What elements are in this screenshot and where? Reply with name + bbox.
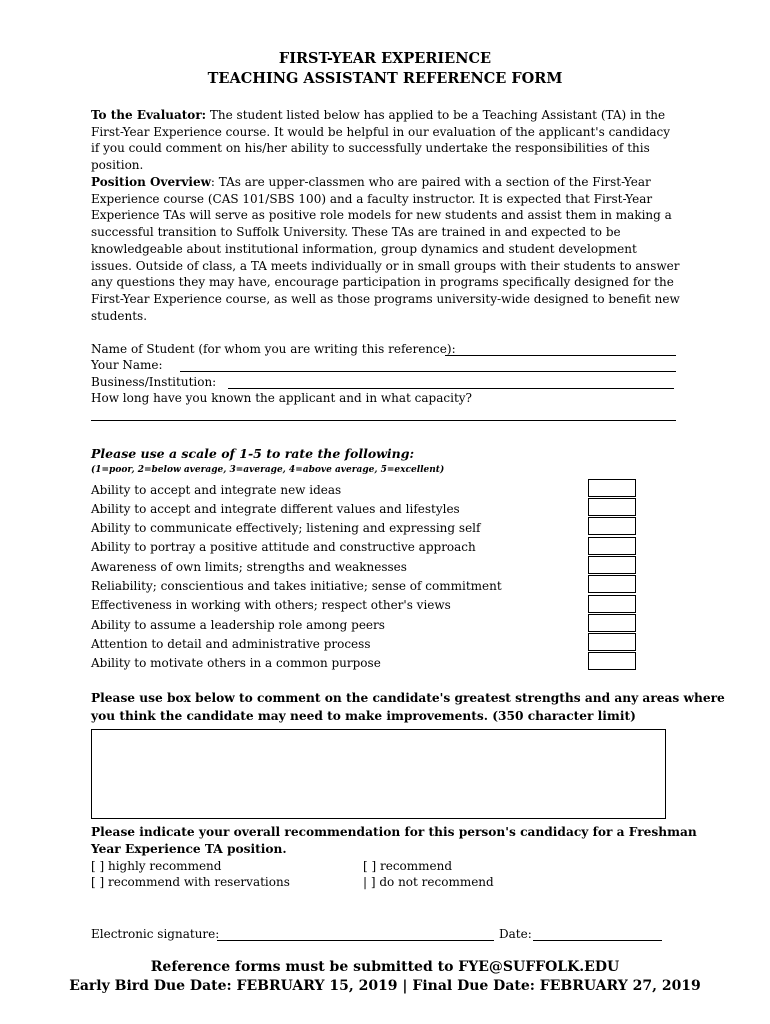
- rating-item-label: Ability to accept and integrate different values and lifestyles: [91, 502, 460, 516]
- rating-input-box[interactable]: [588, 479, 636, 497]
- signature-label: Electronic signature:: [91, 927, 220, 941]
- comment-prompt-line2: you think the candidate may need to make improvements. (350 character limit): [91, 709, 636, 723]
- rating-item-label: Attention to detail and administrative process: [91, 637, 371, 651]
- business-input-line[interactable]: [228, 388, 674, 389]
- comment-prompt-line1: Please use box below to comment on the candidate's greatest strengths and any areas where: [91, 691, 725, 705]
- rating-scale-note: (1=poor, 2=below average, 3=average, 4=above average, 5=excellent): [91, 465, 445, 475]
- rating-item-label: Ability to communicate effectively; listening and expressing self: [91, 521, 481, 535]
- rating-input-box[interactable]: [588, 575, 636, 593]
- rating-input-box[interactable]: [588, 633, 636, 651]
- rating-input-box[interactable]: [588, 556, 636, 574]
- option-recommend-with-reservations[interactable]: [ ] recommend with reservations: [91, 875, 290, 889]
- rating-input-box[interactable]: [588, 517, 636, 535]
- student-name-label: Name of Student (for whom you are writing this reference):: [91, 342, 456, 356]
- due-dates: Early Bird Due Date: FEBRUARY 15, 2019 | Final Due Date: FEBRUARY 27, 2019: [69, 978, 701, 994]
- option-recommend[interactable]: [ ] recommend: [363, 859, 453, 873]
- recommendation-prompt-line2: Year Experience TA position.: [91, 842, 287, 856]
- option-do-not-recommend[interactable]: | ] do not recommend: [363, 875, 494, 889]
- your-name-label: Your Name:: [91, 358, 163, 372]
- position-overview-paragraph: [91, 174, 681, 324]
- evaluator-label: To the Evaluator:: [91, 108, 207, 122]
- rating-item-label: Ability to assume a leadership role among peers: [91, 618, 385, 632]
- how-long-input-line[interactable]: [91, 420, 676, 421]
- rating-item-label: Reliability; conscientious and takes initiative; sense of commitment: [91, 579, 502, 593]
- rating-item-label: Ability to accept and integrate new ideas: [91, 483, 342, 497]
- form-title-line1: FIRST-YEAR EXPERIENCE: [278, 50, 492, 67]
- rating-input-box[interactable]: [588, 614, 636, 632]
- rating-heading: Please use a scale of 1-5 to rate the following:: [91, 446, 415, 461]
- recommendation-prompt-line1: Please indicate your overall recommendation for this person's candidacy for a Freshman: [91, 825, 697, 839]
- signature-input-line[interactable]: [217, 940, 494, 941]
- option-highly-recommend[interactable]: [ ] highly recommend: [91, 859, 222, 873]
- rating-input-box[interactable]: [588, 652, 636, 670]
- rating-item-label: Effectiveness in working with others; respect other's views: [91, 598, 451, 612]
- form-title-line2: TEACHING ASSISTANT REFERENCE FORM: [207, 70, 563, 87]
- evaluator-text: The student listed below has applied to be a Teaching Assistant (TA) in the First-Year Experience course. It would be helpful in our evaluation of the applicant's candidacy if you could comment on his/her ability to successfully undertake the responsibilities of this position.: [91, 108, 671, 173]
- rating-input-box[interactable]: [588, 595, 636, 613]
- evaluator-paragraph: [91, 107, 681, 174]
- rating-item-label: Ability to motivate others in a common purpose: [91, 656, 381, 670]
- rating-input-box[interactable]: [588, 498, 636, 516]
- your-name-input-line[interactable]: [180, 371, 676, 372]
- date-label: Date:: [499, 927, 532, 941]
- rating-item-label: Awareness of own limits; strengths and weaknesses: [91, 560, 407, 574]
- overview-label: Position Overview: [91, 175, 211, 189]
- student-name-input-line[interactable]: [445, 355, 676, 356]
- submission-instructions: Reference forms must be submitted to FYE@SUFFOLK.EDU: [150, 959, 620, 975]
- how-long-label: How long have you known the applicant and in what capacity?: [91, 391, 472, 405]
- rating-input-box[interactable]: [588, 537, 636, 555]
- business-label: Business/Institution:: [91, 375, 217, 389]
- date-input-line[interactable]: [533, 940, 662, 941]
- overview-text: : TAs are upper-classmen who are paired with a section of the First-Year Experience course (CAS 101/SBS 100) and a faculty instructor. It is expected that First-Year Experience TAs will serve as positive role models for new students and assist them in making a successful transition to Suffolk University. These TAs are trained in and expected to be knowledgeable about institutional information, group dynamics and student development issues. Outside of class, a TA meets individually or in small groups with their students to answer any questions they may have, encourage participation in programs specifically designed for the First-Year Experience course, as well as those programs university-wide designed to benefit new students.: [91, 175, 680, 323]
- rating-item-label: Ability to portray a positive attitude and constructive approach: [91, 540, 476, 554]
- comment-textarea[interactable]: [91, 729, 666, 819]
